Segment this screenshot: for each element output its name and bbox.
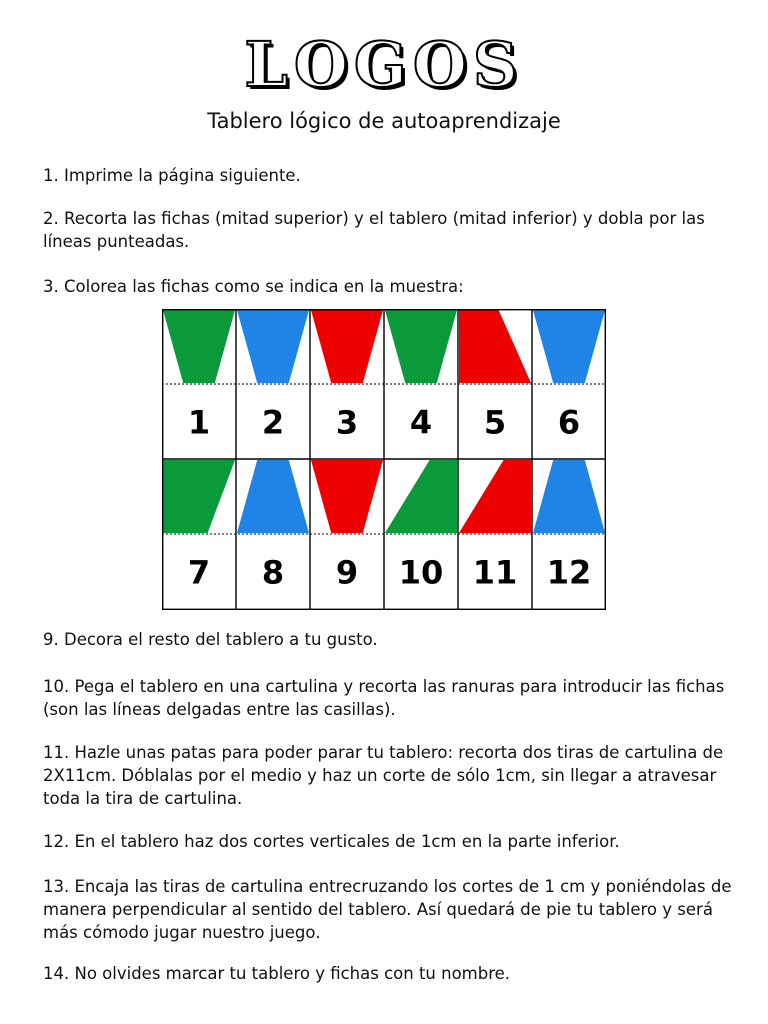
board-grid bbox=[162, 309, 606, 610]
tile-3 bbox=[311, 310, 383, 442]
tile-1 bbox=[163, 310, 235, 442]
step-1: 1. Imprime la página siguiente. bbox=[43, 166, 301, 185]
tile-shape-12 bbox=[533, 460, 605, 533]
tile-shape-8 bbox=[237, 460, 309, 533]
tile-number-12: 12 bbox=[546, 553, 592, 592]
tile-shape-1 bbox=[163, 310, 235, 383]
step-10: 10. Pega el tablero en una cartulina y recorta las ranuras para introducir las fichas (son las líneas delgadas entre las casillas). bbox=[43, 677, 725, 719]
tile-shape-9 bbox=[311, 460, 383, 533]
tile-10 bbox=[385, 460, 457, 592]
tile-6 bbox=[533, 310, 605, 442]
tile-4 bbox=[385, 310, 457, 442]
tile-8 bbox=[237, 460, 309, 592]
tile-number-9: 9 bbox=[335, 553, 359, 592]
tile-shape-6 bbox=[533, 310, 605, 383]
tile-shape-5 bbox=[459, 310, 531, 383]
step-11: 11. Hazle unas patas para poder parar tu tablero: recorta dos tiras de cartulina de 2X11cm. Dóblalas por el medio y haz un corte de sólo 1cm, sin llegar a atravesar toda la tira de cartulina. bbox=[43, 743, 724, 808]
tile-shape-3 bbox=[311, 310, 383, 383]
tile-9 bbox=[311, 460, 383, 592]
tile-board bbox=[162, 309, 606, 610]
step-2: 2. Recorta las fichas (mitad superior) y el tablero (mitad inferior) y dobla por las líneas punteadas. bbox=[43, 209, 705, 251]
logo-title: LOGOS bbox=[244, 28, 524, 101]
tile-shape-11 bbox=[459, 460, 531, 533]
step-12: 12. En el tablero haz dos cortes verticales de 1cm en la parte inferior. bbox=[43, 832, 620, 851]
tile-number-1: 1 bbox=[187, 403, 211, 442]
tile-shape-10 bbox=[385, 460, 457, 533]
step-3: 3. Colorea las fichas como se indica en la muestra: bbox=[43, 277, 464, 296]
step-13: 13. Encaja las tiras de cartulina entrecruzando los cortes de 1 cm y poniéndolas de manera perpendicular al sentido del tablero. Así quedará de pie tu tablero y será más cómodo jugar nuestro juego. bbox=[43, 877, 732, 942]
tile-7 bbox=[163, 460, 235, 592]
tile-number-3: 3 bbox=[335, 403, 359, 442]
tile-11 bbox=[459, 460, 531, 592]
page-subtitle: Tablero lógico de autoaprendizaje bbox=[207, 109, 561, 133]
tile-number-10: 10 bbox=[398, 553, 444, 592]
tile-12 bbox=[533, 460, 605, 592]
tile-number-6: 6 bbox=[557, 403, 581, 442]
tile-shape-4 bbox=[385, 310, 457, 383]
tile-shape-7 bbox=[163, 460, 235, 533]
tile-2 bbox=[237, 310, 309, 442]
step-14: 14. No olvides marcar tu tablero y fichas con tu nombre. bbox=[43, 964, 511, 983]
tile-5 bbox=[459, 310, 531, 442]
tile-number-8: 8 bbox=[261, 553, 285, 592]
tile-number-2: 2 bbox=[261, 403, 285, 442]
step-9: 9. Decora el resto del tablero a tu gusto. bbox=[43, 630, 378, 649]
tile-number-7: 7 bbox=[187, 553, 211, 592]
tile-number-4: 4 bbox=[409, 403, 433, 442]
tile-number-5: 5 bbox=[483, 403, 507, 442]
tile-shape-2 bbox=[237, 310, 309, 383]
tile-number-11: 11 bbox=[472, 553, 518, 592]
